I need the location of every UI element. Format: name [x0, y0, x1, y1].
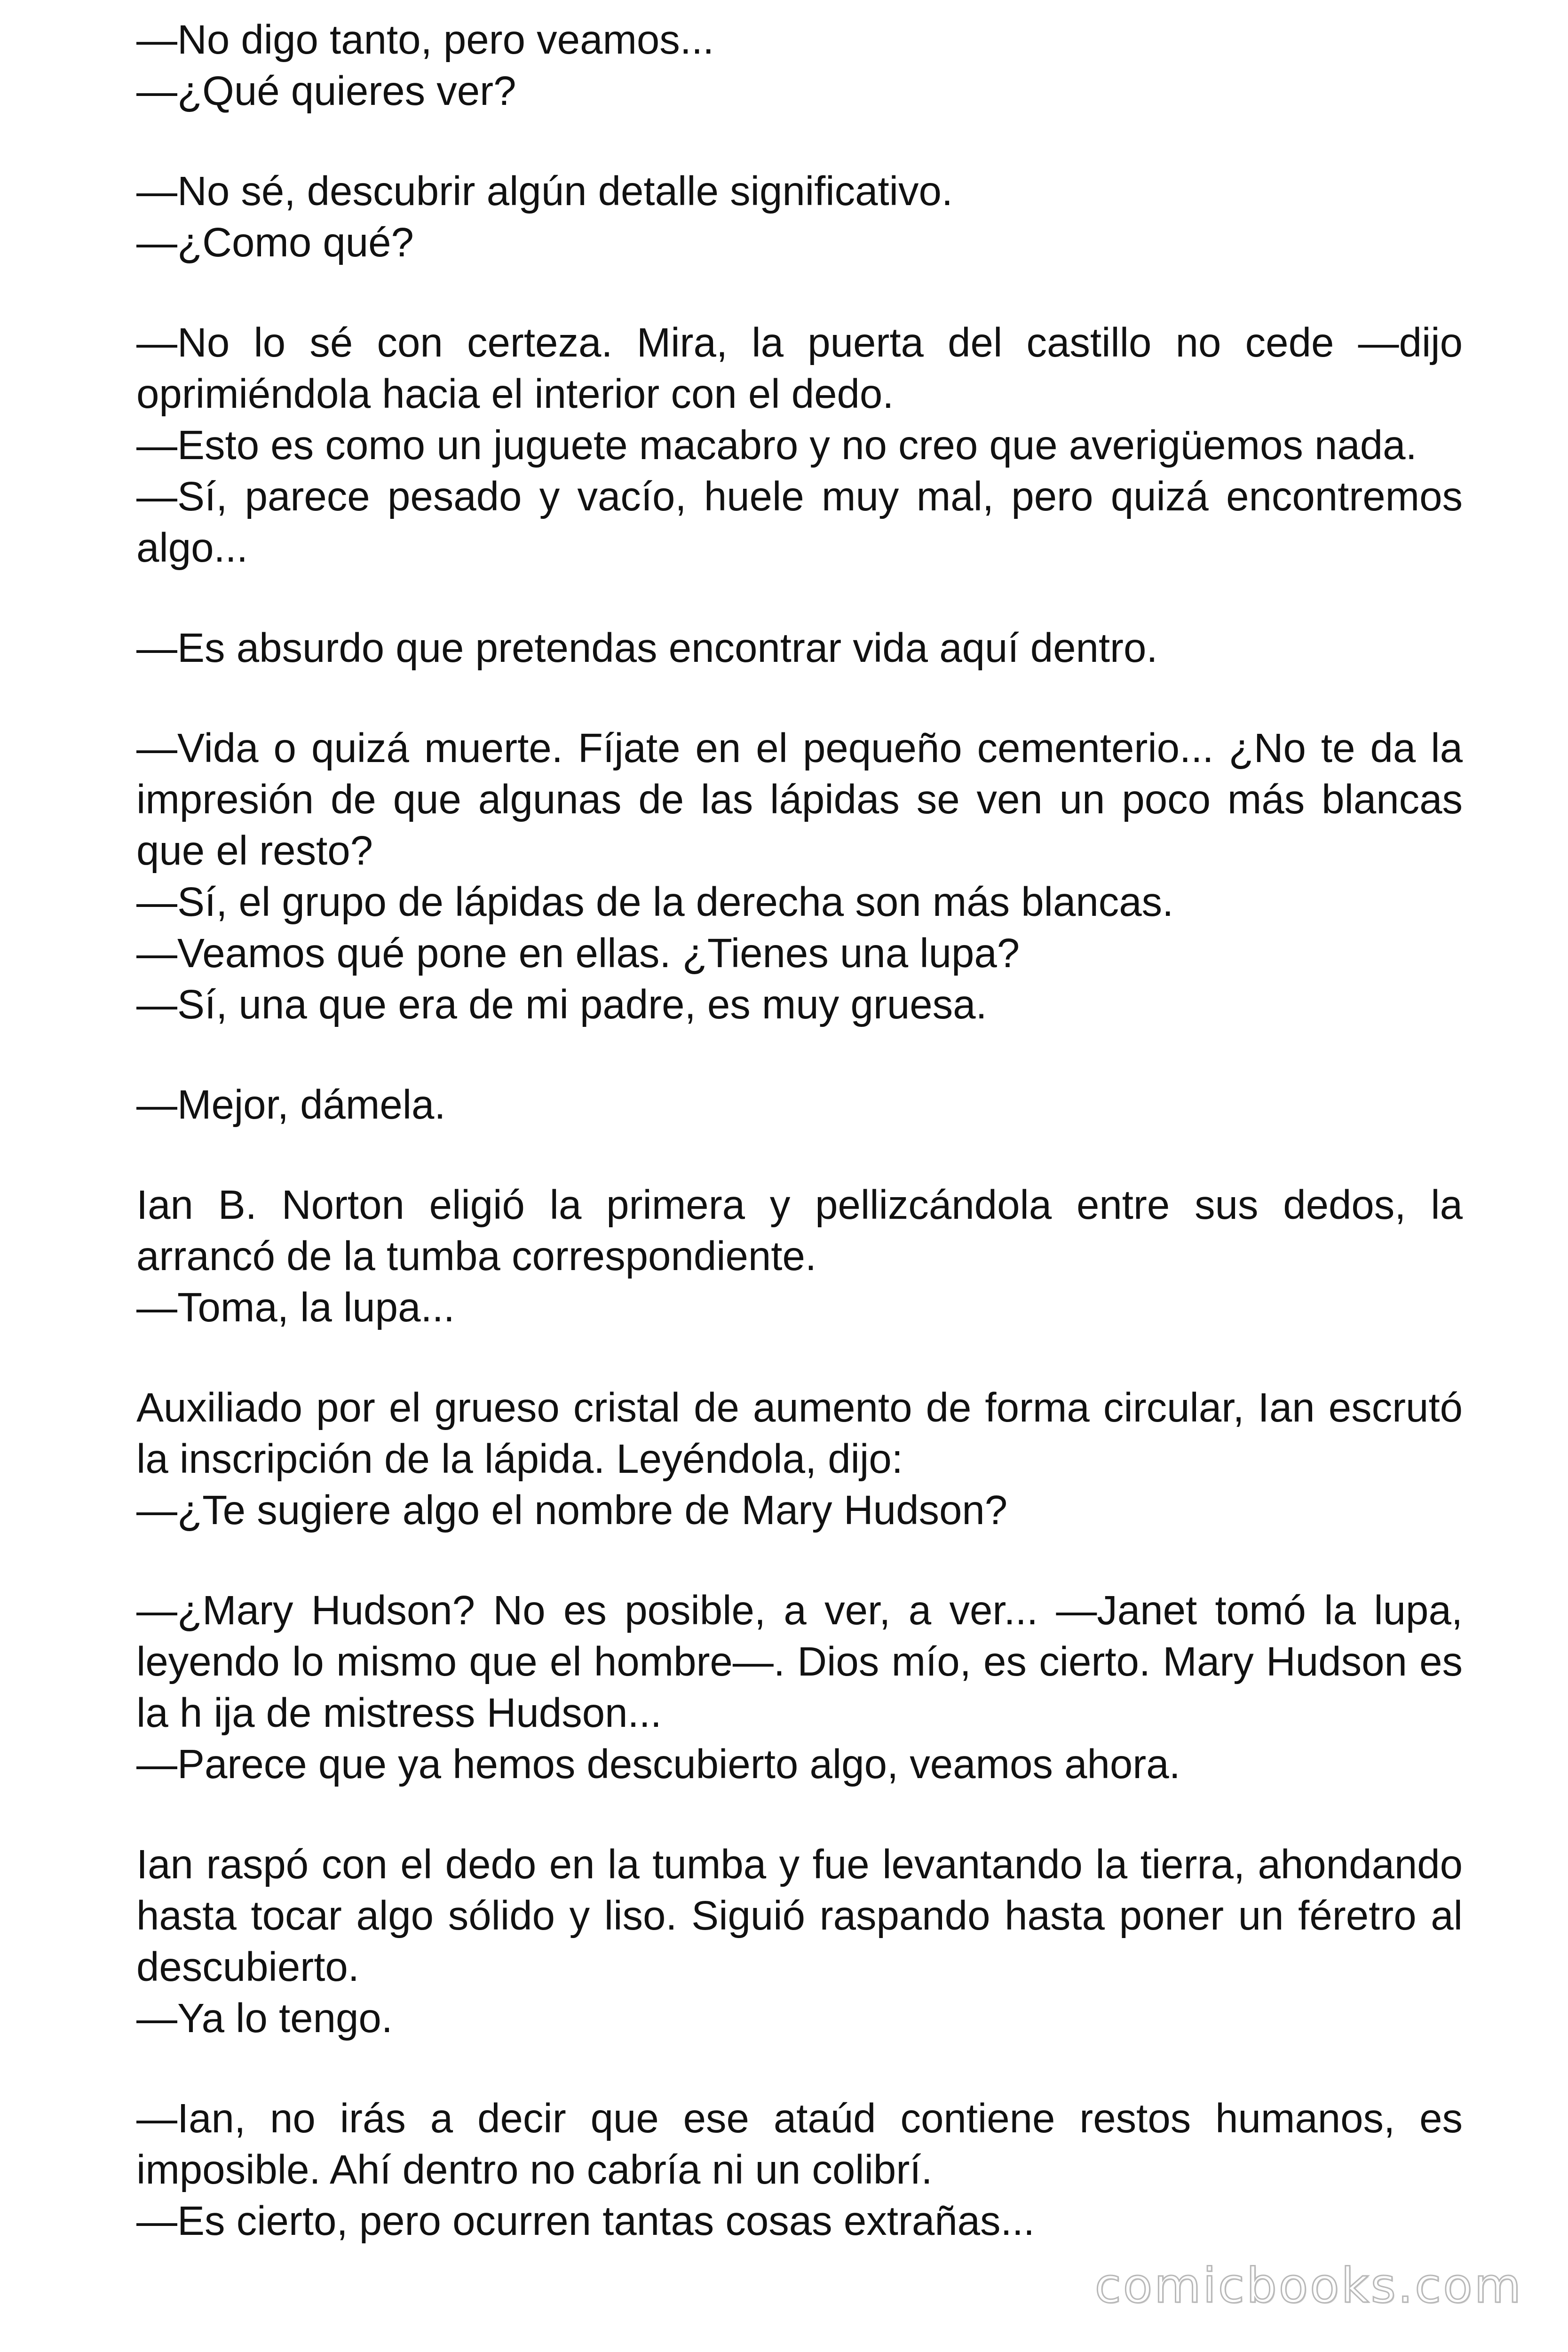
- text-line: —Parece que ya hemos descubierto algo, veamos ahora.: [136, 1741, 1180, 1787]
- text-line: —Sí, el grupo de lápidas de la derecha son más blancas.: [136, 879, 1174, 925]
- text-line: —Veamos qué pone en ellas. ¿Tienes una lupa?: [136, 930, 1020, 976]
- paragraph: [136, 1382, 1463, 1536]
- paragraph: [136, 723, 1463, 1030]
- paragraph: [136, 1585, 1463, 1790]
- text-line: Auxiliado por el grueso cristal de aumento de forma circular, Ian escrutó la inscripción de la lápida. Leyéndola, dijo:: [136, 1385, 1463, 1482]
- text-line: —Es cierto, pero ocurren tantas cosas extrañas...: [136, 2198, 1035, 2244]
- text-line: —Toma, la lupa...: [136, 1285, 455, 1330]
- text-line: Ian B. Norton eligió la primera y pellizcándola entre sus dedos, la arrancó de la tumba correspondiente.: [136, 1182, 1463, 1279]
- page-text: [136, 14, 1463, 2247]
- text-line: —No sé, descubrir algún detalle significativo.: [136, 168, 953, 214]
- text-line: —Mejor, dámela.: [136, 1082, 446, 1128]
- paragraph: [136, 14, 1463, 117]
- text-line: —Es absurdo que pretendas encontrar vida aquí dentro.: [136, 625, 1158, 671]
- text-line: —¿Te sugiere algo el nombre de Mary Hudson?: [136, 1487, 1008, 1533]
- text-line: —No lo sé con certeza. Mira, la puerta del castillo no cede —dijo oprimiéndola hacia el interior con el dedo.: [136, 320, 1463, 417]
- text-line: —¿Como qué?: [136, 220, 414, 265]
- paragraph: [136, 622, 1463, 674]
- paragraph: [136, 1839, 1463, 2044]
- paragraph: [136, 2093, 1463, 2247]
- text-line: —Vida o quizá muerte. Fíjate en el pequeño cementerio... ¿No te da la impresión de que algunas de las lápidas se ven un poco más blancas que el resto?: [136, 725, 1463, 874]
- text-line: —Esto es como un juguete macabro y no creo que averigüemos nada.: [136, 422, 1417, 468]
- text-line: —¿Qué quieres ver?: [136, 68, 516, 114]
- paragraph: [136, 166, 1463, 268]
- text-line: —No digo tanto, pero veamos...: [136, 17, 714, 63]
- text-line: —Ian, no irás a decir que ese ataúd contiene restos humanos, es imposible. Ahí dentro no cabría ni un colibrí.: [136, 2096, 1463, 2193]
- text-line: —Sí, una que era de mi padre, es muy gruesa.: [136, 982, 987, 1027]
- text-line: —Ya lo tengo.: [136, 1995, 393, 2041]
- paragraph: [136, 1079, 1463, 1130]
- watermark: comicbooks.com: [1094, 2258, 1523, 2314]
- paragraph: [136, 1179, 1463, 1333]
- text-line: Ian raspó con el dedo en la tumba y fue levantando la tierra, ahondando hasta tocar algo sólido y liso. Siguió raspando hasta poner un féretro al descubierto.: [136, 1842, 1463, 1990]
- text-line: —Sí, parece pesado y vacío, huele muy mal, pero quizá encontremos algo...: [136, 474, 1463, 571]
- paragraph: [136, 317, 1463, 573]
- text-line: —¿Mary Hudson? No es posible, a ver, a ver... —Janet tomó la lupa, leyendo lo mismo que el hombre—. Dios mío, es cierto. Mary Hudson es la h ija de mistress Hudson...: [136, 1588, 1463, 1736]
